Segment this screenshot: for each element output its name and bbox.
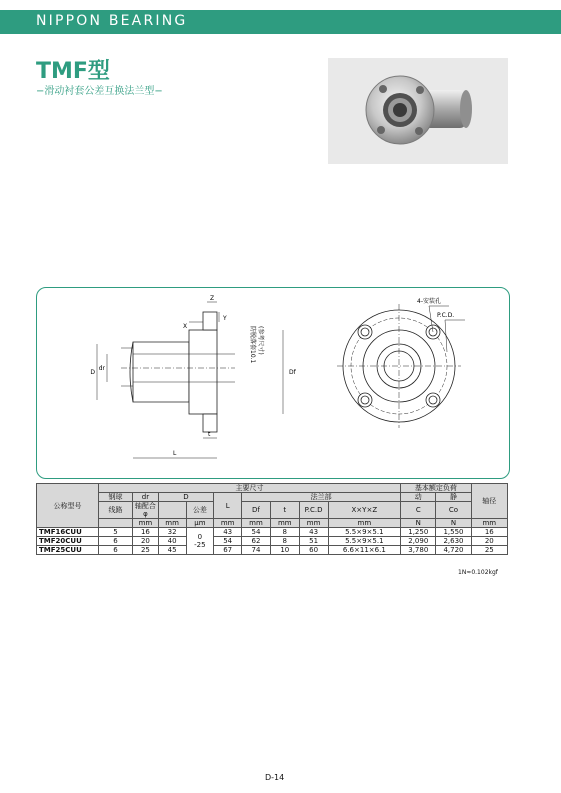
unit-d: mm	[158, 519, 186, 528]
label-dr: dr	[98, 365, 105, 372]
th-c: C	[401, 502, 436, 519]
drawing-svg	[37, 288, 509, 478]
cell-shaft: 20	[471, 537, 507, 546]
header-bar	[0, 10, 561, 34]
cell-l: 43	[214, 528, 242, 537]
unit-df: mm	[242, 519, 271, 528]
table-header-row-1	[37, 484, 508, 493]
th-t: t	[270, 502, 299, 519]
label-d: D	[90, 369, 95, 376]
th-pcd: P.C.D	[299, 502, 328, 519]
th-model: 公称型号	[37, 484, 99, 528]
cell-d: 40	[158, 537, 186, 546]
cell-c: 1,250	[401, 528, 436, 537]
table-row	[37, 546, 508, 555]
th-df: Df	[242, 502, 271, 519]
note-line-1: 防脱落套10.1	[249, 326, 256, 364]
label-l: L	[173, 450, 177, 457]
cell-rows: 5	[98, 528, 132, 537]
table-header-row-3	[37, 502, 508, 519]
th-d-blank	[158, 502, 186, 519]
unit-xyz: mm	[328, 519, 401, 528]
front-view	[337, 304, 465, 428]
th-ball-rows: 钢球	[98, 493, 132, 502]
tol-upper: 0	[197, 533, 203, 541]
th-flange: 法兰部	[242, 493, 401, 502]
cell-rows: 6	[98, 537, 132, 546]
unit-t: mm	[270, 519, 299, 528]
label-t: t	[208, 431, 211, 438]
unit-conversion-note: 1N≈0.102kgf	[458, 569, 498, 576]
label-x: X	[183, 323, 188, 330]
page-subtitle: −滑动衬套公差互换法兰型−	[36, 86, 163, 97]
cell-l: 67	[214, 546, 242, 555]
th-xyz: X×Y×Z	[328, 502, 401, 519]
th-shaft: 轴径	[471, 484, 507, 519]
th-co: Co	[436, 502, 471, 519]
cell-pcd: 51	[299, 537, 328, 546]
cell-pcd: 60	[299, 546, 328, 555]
bushing-photo-illustration	[328, 58, 508, 164]
page-number: D-14	[265, 773, 285, 782]
th-dyn: 动	[401, 493, 436, 502]
cell-model: TMF16CUU	[37, 528, 99, 537]
cell-l: 54	[214, 537, 242, 546]
label-mounting-holes: 4-安装孔	[417, 298, 441, 305]
th-ball-rows-2: 线路	[98, 502, 132, 519]
cell-t: 8	[270, 528, 299, 537]
cell-dr: 16	[133, 528, 159, 537]
label-y: Y	[223, 315, 227, 322]
cell-dr: 25	[133, 546, 159, 555]
unit-tol: μm	[186, 519, 214, 528]
cell-co: 1,550	[436, 528, 471, 537]
th-dims-group: 主要尺寸	[98, 484, 400, 493]
cell-c: 3,780	[401, 546, 436, 555]
brand-name: NIPPON BEARING	[36, 13, 188, 29]
unit-ball-rows	[98, 519, 132, 528]
cell-shaft: 16	[471, 528, 507, 537]
th-stat: 静	[436, 493, 471, 502]
label-z: Z	[210, 295, 215, 302]
cell-df: 74	[242, 546, 271, 555]
th-dr: dr	[133, 493, 159, 502]
cell-c: 2,090	[401, 537, 436, 546]
th-tol: 公差	[186, 502, 214, 519]
cell-xyz: 6.6×11×6.1	[328, 546, 401, 555]
unit-shaft: mm	[471, 519, 507, 528]
unit-dr: mm	[133, 519, 159, 528]
cell-rows: 6	[98, 546, 132, 555]
table-units-row	[37, 519, 508, 528]
th-dr-sub: 轴配合φ	[133, 502, 159, 519]
note-line-2: (参考尺寸)	[257, 326, 264, 355]
cell-d: 45	[158, 546, 186, 555]
cell-shaft: 25	[471, 546, 507, 555]
page-title: TMF型	[36, 59, 110, 84]
table-row	[37, 537, 508, 546]
tol-lower: -25	[194, 541, 206, 549]
th-rating-group: 基本额定负荷	[401, 484, 471, 493]
cell-t: 10	[270, 546, 299, 555]
cell-t: 8	[270, 537, 299, 546]
dimension-drawing	[36, 287, 510, 479]
cell-pcd: 43	[299, 528, 328, 537]
product-photo	[328, 58, 508, 164]
cell-co: 2,630	[436, 537, 471, 546]
th-d: D	[158, 493, 214, 502]
unit-c: N	[401, 519, 436, 528]
table-header-row-2	[37, 493, 508, 502]
label-pcd: P.C.D.	[437, 312, 455, 319]
cell-co: 4,720	[436, 546, 471, 555]
th-l: L	[214, 493, 242, 519]
cell-model: TMF25CUU	[37, 546, 99, 555]
spec-table	[36, 483, 508, 555]
unit-l: mm	[214, 519, 242, 528]
cell-xyz: 5.5×9×5.1	[328, 528, 401, 537]
unit-co: N	[436, 519, 471, 528]
table-row	[37, 528, 508, 537]
cell-dr: 20	[133, 537, 159, 546]
cell-df: 62	[242, 537, 271, 546]
cell-df: 54	[242, 528, 271, 537]
cell-d: 32	[158, 528, 186, 537]
label-df: Df	[289, 369, 296, 376]
cell-model: TMF20CUU	[37, 537, 99, 546]
unit-pcd: mm	[299, 519, 328, 528]
cell-xyz: 5.5×9×5.1	[328, 537, 401, 546]
cell-tolerance	[186, 528, 214, 555]
